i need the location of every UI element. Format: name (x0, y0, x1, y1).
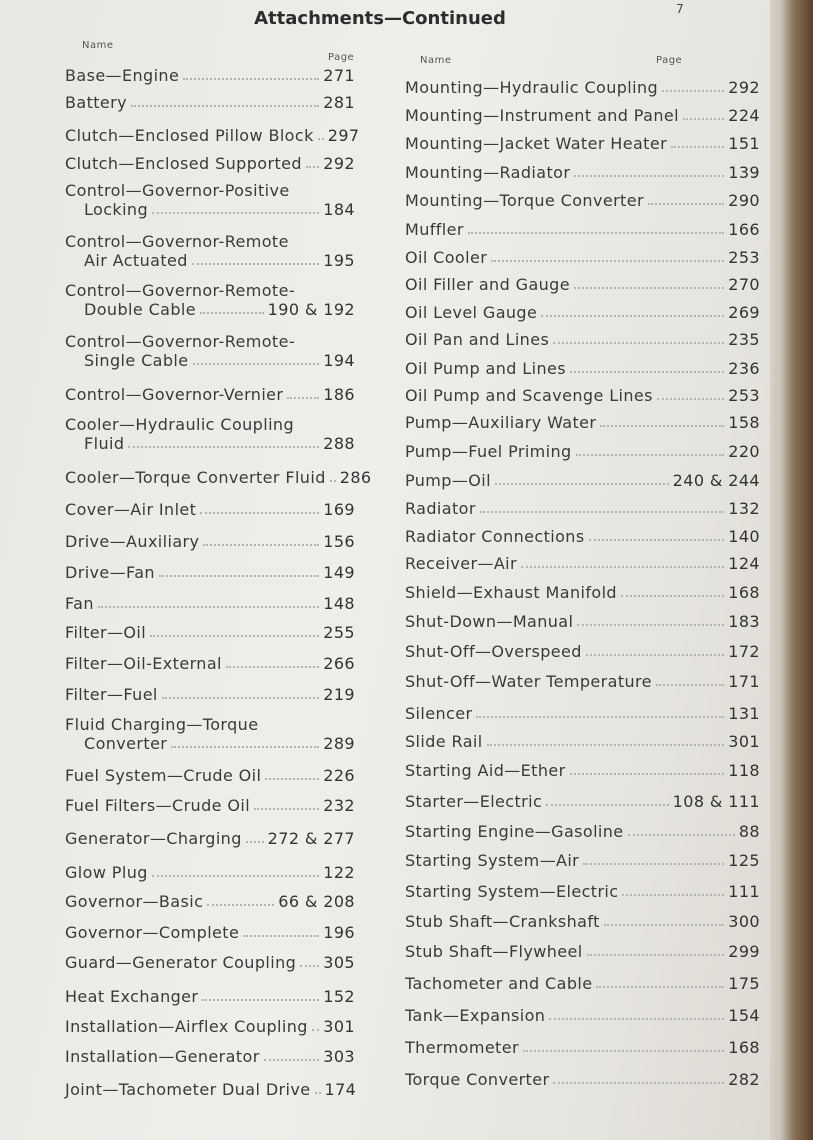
dot-leader (306, 166, 319, 168)
index-entry (405, 612, 760, 631)
dot-leader (622, 894, 724, 896)
dot-leader (300, 965, 319, 967)
right-page-header: Page (656, 55, 683, 66)
entry-page-number: 174 (324, 1080, 357, 1099)
dot-leader (265, 778, 319, 780)
entry-page-number: 286 (339, 468, 372, 487)
index-entry (405, 851, 760, 870)
dot-leader (315, 1092, 321, 1094)
entry-page-number: 300 (728, 912, 760, 931)
entry-name: Mounting—Instrument and Panel (405, 106, 679, 125)
entry-page-number: 299 (728, 942, 760, 961)
entry-page-number: 172 (728, 642, 760, 661)
index-entry (405, 554, 760, 573)
entry-page-number: 235 (728, 330, 760, 349)
index-entry (65, 1017, 355, 1036)
entry-name: Governor—Basic (65, 892, 204, 911)
entry-name-continuation-row (65, 200, 355, 219)
entry-page-number: 240 & 244 (672, 471, 760, 490)
index-entry (65, 863, 355, 882)
entry-name: Control—Governor-Remote- (65, 281, 295, 300)
dot-leader (586, 654, 724, 656)
dot-leader (171, 746, 319, 748)
entry-name: Oil Pump and Scavenge Lines (405, 386, 653, 405)
dot-leader (226, 666, 319, 668)
index-entry (65, 281, 355, 319)
index-entry (65, 1047, 355, 1066)
entry-page-number: 140 (728, 527, 760, 546)
entry-name: Silencer (405, 704, 473, 723)
dot-leader (576, 454, 725, 456)
index-entry (65, 126, 360, 145)
entry-page-number: 166 (728, 220, 760, 239)
dot-leader (587, 954, 725, 956)
dot-leader (596, 986, 724, 988)
entry-name: Control—Governor-Remote (65, 232, 289, 251)
dot-leader (546, 804, 668, 806)
entry-page-number: 186 (323, 385, 355, 404)
entry-name: Fan (65, 594, 94, 613)
dot-leader (243, 935, 319, 937)
entry-page-number: 132 (728, 499, 760, 518)
right-name-header: Name (420, 55, 452, 66)
entry-name: Starting Engine—Gasoline (405, 822, 624, 841)
index-entry (65, 154, 355, 173)
entry-name: Thermometer (405, 1038, 519, 1057)
index-entry (65, 532, 355, 551)
entry-page-number: 281 (323, 93, 355, 112)
page-title: Attachments—Continued (254, 8, 506, 29)
entry-name: Oil Cooler (405, 248, 488, 267)
dot-leader (604, 924, 724, 926)
index-entry (65, 563, 355, 582)
entry-name: Cover—Air Inlet (65, 500, 197, 519)
index-entry (405, 761, 760, 780)
dot-leader (495, 483, 669, 485)
entry-name: Filter—Fuel (65, 685, 158, 704)
entry-name: Mounting—Radiator (405, 163, 571, 182)
dot-leader (487, 744, 725, 746)
dot-leader (577, 624, 724, 626)
dot-leader (98, 606, 319, 608)
dot-leader (574, 175, 724, 177)
index-entry (65, 766, 355, 785)
index-entry (405, 78, 760, 97)
dot-leader (662, 90, 724, 92)
entry-name: Control—Governor-Remote- (65, 332, 295, 351)
entry-page-number: 282 (728, 1070, 760, 1089)
dot-leader (128, 446, 319, 448)
index-entry (65, 332, 355, 370)
index-entry (65, 892, 355, 911)
entry-page-number: 232 (323, 796, 355, 815)
entry-page-number: 154 (728, 1006, 760, 1025)
dot-leader (570, 773, 725, 775)
entry-name: Starting System—Electric (405, 882, 619, 901)
entry-name-continued: Converter (84, 734, 168, 753)
entry-page-number: 303 (323, 1047, 355, 1066)
dot-leader (600, 425, 724, 427)
index-entry (65, 385, 355, 404)
index-entry (405, 974, 760, 993)
dot-leader (152, 875, 319, 877)
entry-name-continued: Air Actuated (84, 251, 188, 270)
index-entry (405, 672, 760, 691)
dot-leader (656, 684, 724, 686)
entry-name: Glow Plug (65, 863, 148, 882)
index-entry (65, 796, 355, 815)
entry-page-number: 149 (323, 563, 355, 582)
index-entry (405, 527, 760, 546)
index-entry (65, 715, 355, 753)
dot-leader (207, 904, 274, 906)
index-entry (405, 1070, 760, 1089)
dot-leader (131, 105, 319, 107)
entry-page-number: 139 (728, 163, 760, 182)
entry-name: Oil Pump and Lines (405, 359, 566, 378)
entry-name: Battery (65, 93, 128, 112)
entry-name: Drive—Fan (65, 563, 155, 582)
entry-page-number: 169 (323, 500, 355, 519)
dot-leader (150, 635, 319, 637)
left-page-header: Page (328, 52, 355, 63)
dot-leader (193, 363, 320, 365)
entry-name: Tank—Expansion (405, 1006, 546, 1025)
entry-name-continued: Single Cable (84, 351, 189, 370)
entry-page-number: 219 (323, 685, 355, 704)
index-entry (405, 413, 760, 432)
entry-page-number: 224 (728, 106, 760, 125)
index-entry (65, 623, 355, 642)
entry-name: Cooler—Hydraulic Coupling (65, 415, 295, 434)
dot-leader (683, 118, 724, 120)
entry-name: Oil Filler and Gauge (405, 275, 570, 294)
dot-leader (621, 595, 724, 597)
entry-name: Shut-Off—Overspeed (405, 642, 582, 661)
entry-name: Slide Rail (405, 732, 483, 751)
dot-leader (523, 1050, 724, 1052)
entry-name: Starting System—Air (405, 851, 580, 870)
entry-name: Oil Level Gauge (405, 303, 538, 322)
entry-name: Shield—Exhaust Manifold (405, 583, 617, 602)
entry-page-number: 194 (323, 351, 355, 370)
index-entry (65, 468, 372, 487)
entry-name: Oil Pan and Lines (405, 330, 550, 349)
index-entry (65, 93, 355, 112)
entry-name: Fluid Charging—Torque (65, 715, 259, 734)
entry-page-number: 226 (323, 766, 355, 785)
entry-page-number: 195 (323, 251, 355, 270)
entry-page-number: 288 (323, 434, 355, 453)
entry-name: Governor—Complete (65, 923, 240, 942)
entry-page-number: 111 (728, 882, 760, 901)
entry-name: Pump—Oil (405, 471, 491, 490)
index-entry (405, 191, 760, 210)
entry-page-number: 220 (728, 442, 760, 461)
entry-name: Mounting—Torque Converter (405, 191, 644, 210)
entry-page-number: 297 (327, 126, 360, 145)
entry-name-continuation-row (65, 434, 355, 453)
index-entry (65, 66, 355, 85)
entry-page-number: 292 (323, 154, 355, 173)
entry-page-number: 236 (728, 359, 760, 378)
entry-page-number: 255 (323, 623, 355, 642)
dot-leader (628, 834, 735, 836)
dot-leader (570, 371, 724, 373)
index-entry (405, 442, 760, 461)
entry-name: Cooler—Torque Converter Fluid (65, 468, 326, 487)
index-entry (405, 106, 760, 125)
index-entry (65, 923, 355, 942)
entry-page-number: 118 (728, 761, 760, 780)
dot-leader (162, 697, 319, 699)
dot-leader (330, 480, 336, 482)
index-entry (65, 232, 355, 270)
index-entry (405, 471, 760, 490)
dot-leader (246, 841, 264, 843)
dot-leader (312, 1029, 319, 1031)
entry-name: Control—Governor-Positive (65, 181, 290, 200)
index-entry (405, 1006, 760, 1025)
entry-page-number: 151 (728, 134, 760, 153)
dot-leader (657, 398, 724, 400)
dot-leader (200, 512, 319, 514)
dot-leader (521, 566, 724, 568)
entry-name: Radiator (405, 499, 476, 518)
dot-leader (648, 203, 724, 205)
entry-page-number: 88 (738, 822, 760, 841)
index-entry (405, 642, 760, 661)
entry-name: Drive—Auxiliary (65, 532, 200, 551)
entry-page-number: 148 (323, 594, 355, 613)
entry-page-number: 175 (728, 974, 760, 993)
dot-leader (264, 1059, 320, 1061)
entry-page-number: 253 (728, 248, 760, 267)
dot-leader (589, 539, 725, 541)
index-entry (65, 987, 355, 1006)
entry-page-number: 301 (728, 732, 760, 751)
index-entry (65, 654, 355, 673)
entry-name-continuation-row (65, 734, 355, 753)
index-entry (65, 685, 355, 704)
entry-name: Filter—Oil (65, 623, 147, 642)
entry-name: Guard—Generator Coupling (65, 953, 297, 972)
entry-name: Clutch—Enclosed Pillow Block (65, 126, 314, 145)
entry-name: Starting Aid—Ether (405, 761, 566, 780)
entry-name: Starter—Electric (405, 792, 543, 811)
entry-name: Joint—Tachometer Dual Drive (65, 1080, 311, 1099)
entry-name: Clutch—Enclosed Supported (65, 154, 302, 173)
index-entry (405, 882, 760, 901)
entry-name: Torque Converter (405, 1070, 550, 1089)
entry-page-number: 190 & 192 (267, 300, 355, 319)
entry-page-number: 122 (323, 863, 355, 882)
entry-page-number: 171 (728, 672, 760, 691)
index-entry (405, 1038, 760, 1057)
index-entry (405, 792, 760, 811)
entry-page-number: 269 (728, 303, 760, 322)
left-name-header: Name (82, 40, 114, 51)
entry-name: Pump—Auxiliary Water (405, 413, 597, 432)
dot-leader (200, 312, 264, 314)
entry-name-continuation-row (65, 251, 355, 270)
index-entry (405, 386, 760, 405)
index-entry (405, 163, 760, 182)
index-entry (405, 822, 760, 841)
dot-leader (468, 232, 724, 234)
dot-leader (549, 1018, 724, 1020)
dot-leader (541, 315, 724, 317)
entry-name: Fuel System—Crude Oil (65, 766, 262, 785)
entry-page-number: 124 (728, 554, 760, 573)
index-entry (405, 330, 760, 349)
dot-leader (671, 146, 724, 148)
entry-name-continued: Double Cable (84, 300, 197, 319)
entry-name: Generator—Charging (65, 829, 242, 848)
dot-leader (583, 863, 724, 865)
entry-name-continued: Locking (84, 200, 149, 219)
entry-name: Installation—Generator (65, 1047, 260, 1066)
entry-page-number: 152 (323, 987, 355, 1006)
page-number: 7 (676, 2, 684, 16)
entry-name: Installation—Airflex Coupling (65, 1017, 308, 1036)
entry-name: Filter—Oil-External (65, 654, 222, 673)
index-entry (65, 594, 355, 613)
entry-name: Pump—Fuel Priming (405, 442, 572, 461)
entry-page-number: 289 (323, 734, 355, 753)
entry-name: Shut-Down—Manual (405, 612, 574, 631)
dot-leader (192, 263, 319, 265)
entry-name: Heat Exchanger (65, 987, 199, 1006)
dot-leader (491, 260, 724, 262)
entry-name: Stub Shaft—Crankshaft (405, 912, 600, 931)
entry-page-number: 301 (323, 1017, 355, 1036)
dot-leader (553, 1082, 724, 1084)
index-entry (65, 1080, 355, 1099)
index-entry (65, 829, 355, 848)
entry-name-continuation-row (65, 300, 355, 319)
index-entry (405, 732, 760, 751)
entry-name: Stub Shaft—Flywheel (405, 942, 583, 961)
dot-leader (287, 397, 319, 399)
entry-page-number: 168 (728, 583, 760, 602)
background-edge (770, 0, 813, 1140)
entry-name: Mounting—Jacket Water Heater (405, 134, 668, 153)
entry-page-number: 156 (323, 532, 355, 551)
entry-page-number: 272 & 277 (267, 829, 355, 848)
index-entry (405, 499, 760, 518)
index-entry (405, 134, 760, 153)
entry-name: Fuel Filters—Crude Oil (65, 796, 251, 815)
index-entry (405, 220, 760, 239)
dot-leader (318, 138, 324, 140)
entry-page-number: 270 (728, 275, 760, 294)
index-entry (405, 912, 760, 931)
entry-page-number: 253 (728, 386, 760, 405)
dot-leader (254, 808, 319, 810)
entry-page-number: 66 & 208 (278, 892, 355, 911)
entry-name-continuation-row (65, 351, 355, 370)
index-entry (405, 704, 760, 723)
index-entry (65, 181, 355, 219)
entry-name-continued: Fluid (84, 434, 125, 453)
dot-leader (574, 287, 724, 289)
entry-page-number: 266 (323, 654, 355, 673)
entry-page-number: 290 (728, 191, 760, 210)
index-entry (65, 500, 355, 519)
entry-name: Radiator Connections (405, 527, 585, 546)
entry-name: Receiver—Air (405, 554, 517, 573)
entry-name: Base—Engine (65, 66, 180, 85)
index-entry (405, 942, 760, 961)
dot-leader (553, 342, 724, 344)
entry-page-number: 158 (728, 413, 760, 432)
entry-page-number: 125 (728, 851, 760, 870)
entry-page-number: 271 (323, 66, 355, 85)
dot-leader (152, 212, 319, 214)
dot-leader (203, 544, 319, 546)
dot-leader (183, 78, 319, 80)
index-entry (405, 275, 760, 294)
dot-leader (159, 575, 319, 577)
index-entry (65, 953, 355, 972)
entry-page-number: 108 & 111 (672, 792, 760, 811)
entry-name: Control—Governor-Vernier (65, 385, 284, 404)
index-entry (405, 583, 760, 602)
entry-page-number: 168 (728, 1038, 760, 1057)
entry-page-number: 131 (728, 704, 760, 723)
entry-page-number: 183 (728, 612, 760, 631)
index-entry (405, 303, 760, 322)
index-entry (65, 415, 355, 453)
index-entry (405, 359, 760, 378)
entry-name: Tachometer and Cable (405, 974, 593, 993)
dot-leader (202, 999, 319, 1001)
entry-page-number: 305 (323, 953, 355, 972)
dot-leader (476, 716, 724, 718)
dot-leader (480, 511, 724, 513)
index-entry (405, 248, 760, 267)
entry-name: Shut-Off—Water Temperature (405, 672, 652, 691)
entry-page-number: 196 (323, 923, 355, 942)
entry-name: Muffler (405, 220, 464, 239)
entry-page-number: 184 (323, 200, 355, 219)
entry-name: Mounting—Hydraulic Coupling (405, 78, 659, 97)
entry-page-number: 292 (728, 78, 760, 97)
